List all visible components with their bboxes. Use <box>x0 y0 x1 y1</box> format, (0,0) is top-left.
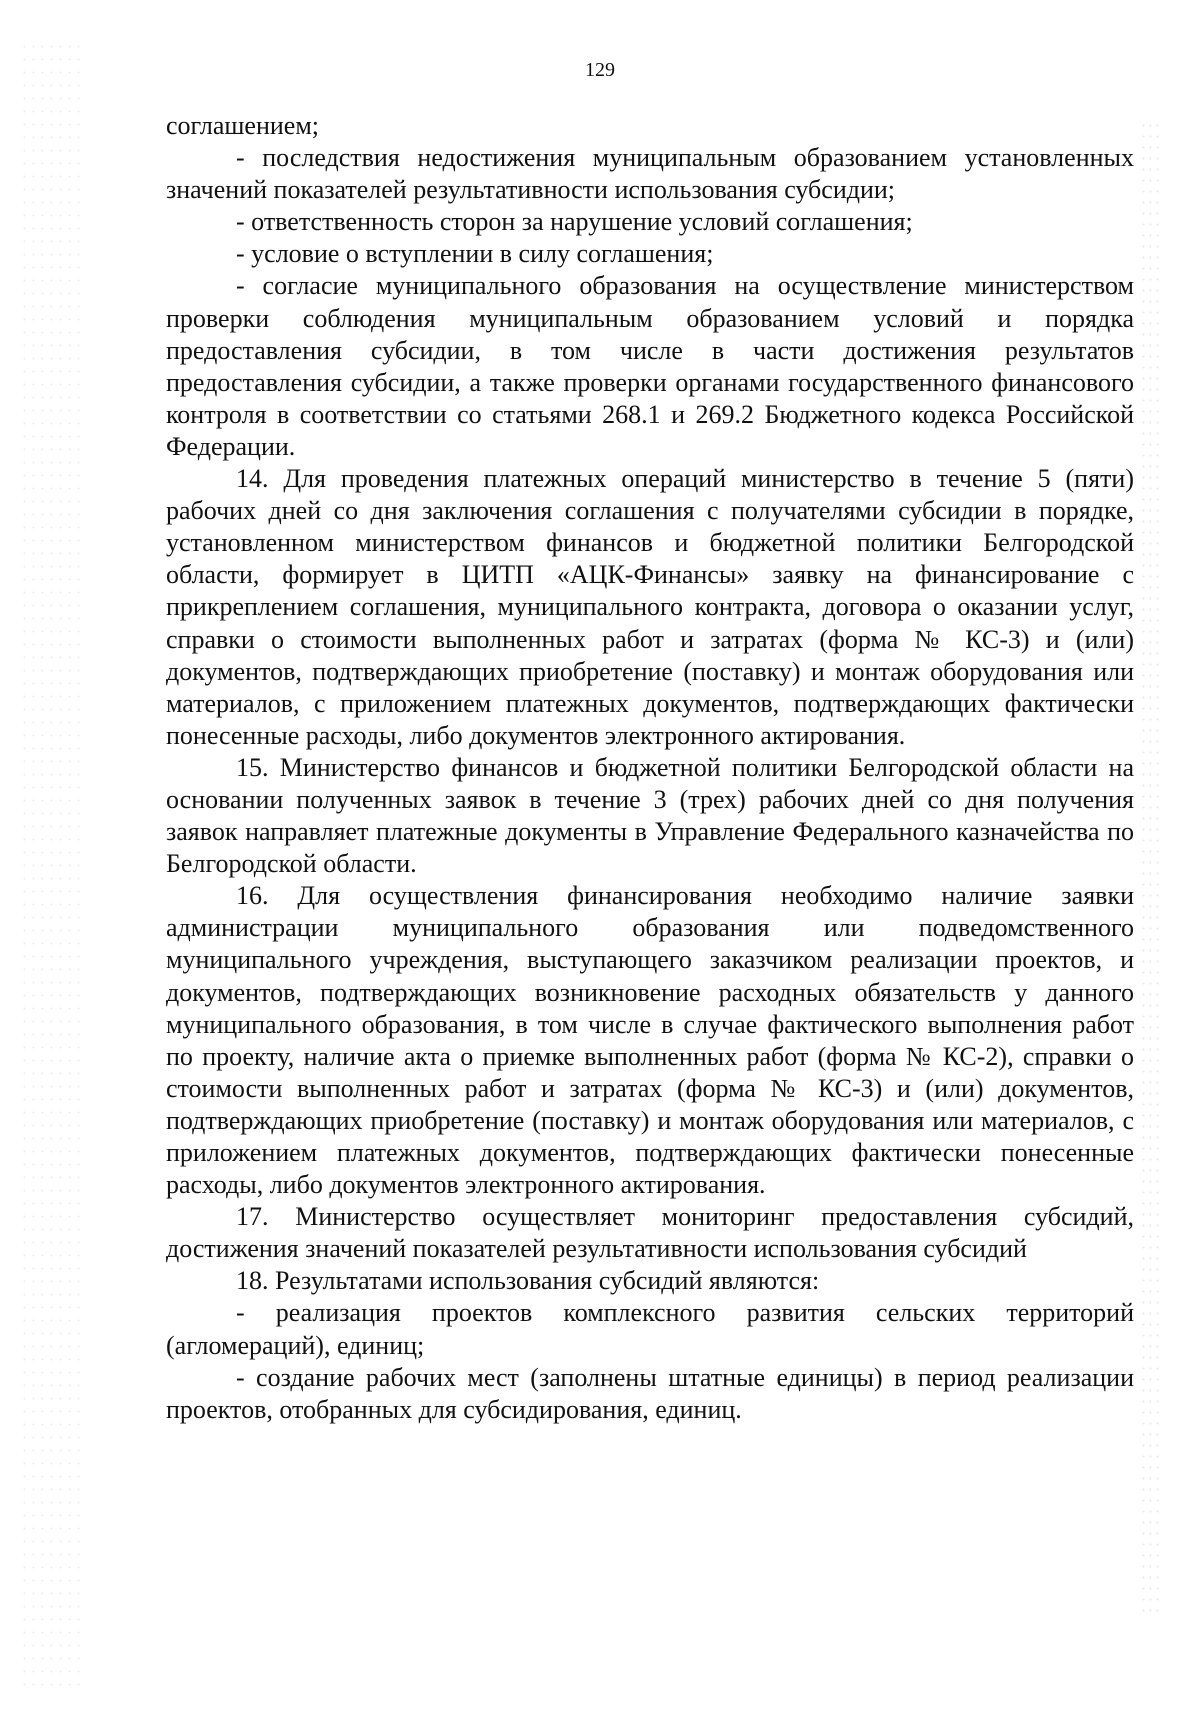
clause-16: 16. Для осуществления финансирования необходимо наличие заявки администрации муниципального образования или подведомственного муниципального учреждения, выступающего заказчиком реализации проектов, и документов, подтверждающих возникновение расходных обязательств у данного муниципального образования, в том числе в случае фактического выполнения работ по проекту, наличие акта о приемке выполненных работ (форма № КС-2), справки о стоимости выполненных работ и затратах (форма № КС-3) и (или) документов, подтверждающих приобретение (поставку) и монтаж оборудования или материалов, с приложением платежных документов, подтверждающих фактически понесенные расходы, либо документов электронного актирования. <box>166 881 1134 1200</box>
list-item-projects: - реализация проектов комплексного развития сельских территорий (агломераций), единиц; <box>166 1298 1134 1360</box>
scan-noise-left <box>20 40 80 1690</box>
clause-15: 15. Министерство финансов и бюджетной политики Белгородской области на основании полученных заявок в течение 3 (трех) рабочих дней со дня получения заявок направляет платежные документы в Управление Федерального казначейства по Белгородской области. <box>166 752 1134 879</box>
clause-18: 18. Результатами использования субсидий являются: <box>236 1266 820 1296</box>
clause-14: 14. Для проведения платежных операций министерство в течение 5 (пяти) рабочих дней со дня заключения соглашения с получателями субсидии в порядке, установленном министерством финансов и бюджетной политики Белгородской области, формирует в ЦИТП «АЦК-Финансы» заявку на финансирование с прикреплением соглашения, муниципального контракта, договора о оказании услуг, справки о стоимости выполненных работ и затратах (форма № КС-3) и (или) документов, подтверждающих приобретение (поставку) и монтаж оборудования или материалов, с приложением платежных документов, подтверждающих фактически понесенные расходы, либо документов электронного актирования. <box>166 464 1134 750</box>
list-item-consequences: - последствия недостижения муниципальным образованием установленных значений показателей результативности использования субсидии; <box>166 143 1134 205</box>
clause-17: 17. Министерство осуществляет мониторинг предоставления субсидий, достижения значений показателей результативности использования субсидий <box>166 1202 1134 1264</box>
list-item-responsibility: - ответственность сторон за нарушение условий соглашения; <box>236 207 913 237</box>
document-body <box>166 110 1134 1426</box>
list-item-jobs: - создание рабочих мест (заполнены штатные единицы) в период реализации проектов, отобранных для субсидирования, единиц. <box>166 1362 1134 1424</box>
list-item-consent: - согласие муниципального образования на осуществление министерством проверки соблюдения муниципальным образованием условий и порядка предоставления субсидии, в том числе в части достижения результатов предоставления субсидии, а также проверки органами государственного финансового контроля в соответствии со статьями 268.1 и 269.2 Бюджетного кодекса Российской Федерации. <box>166 271 1134 461</box>
paragraph-continuation: соглашением; <box>166 111 320 140</box>
scan-noise-right <box>1140 120 1160 1620</box>
page-number: 129 <box>585 59 615 81</box>
list-item-entry-into-force: - условие о вступлении в силу соглашения; <box>236 239 714 269</box>
